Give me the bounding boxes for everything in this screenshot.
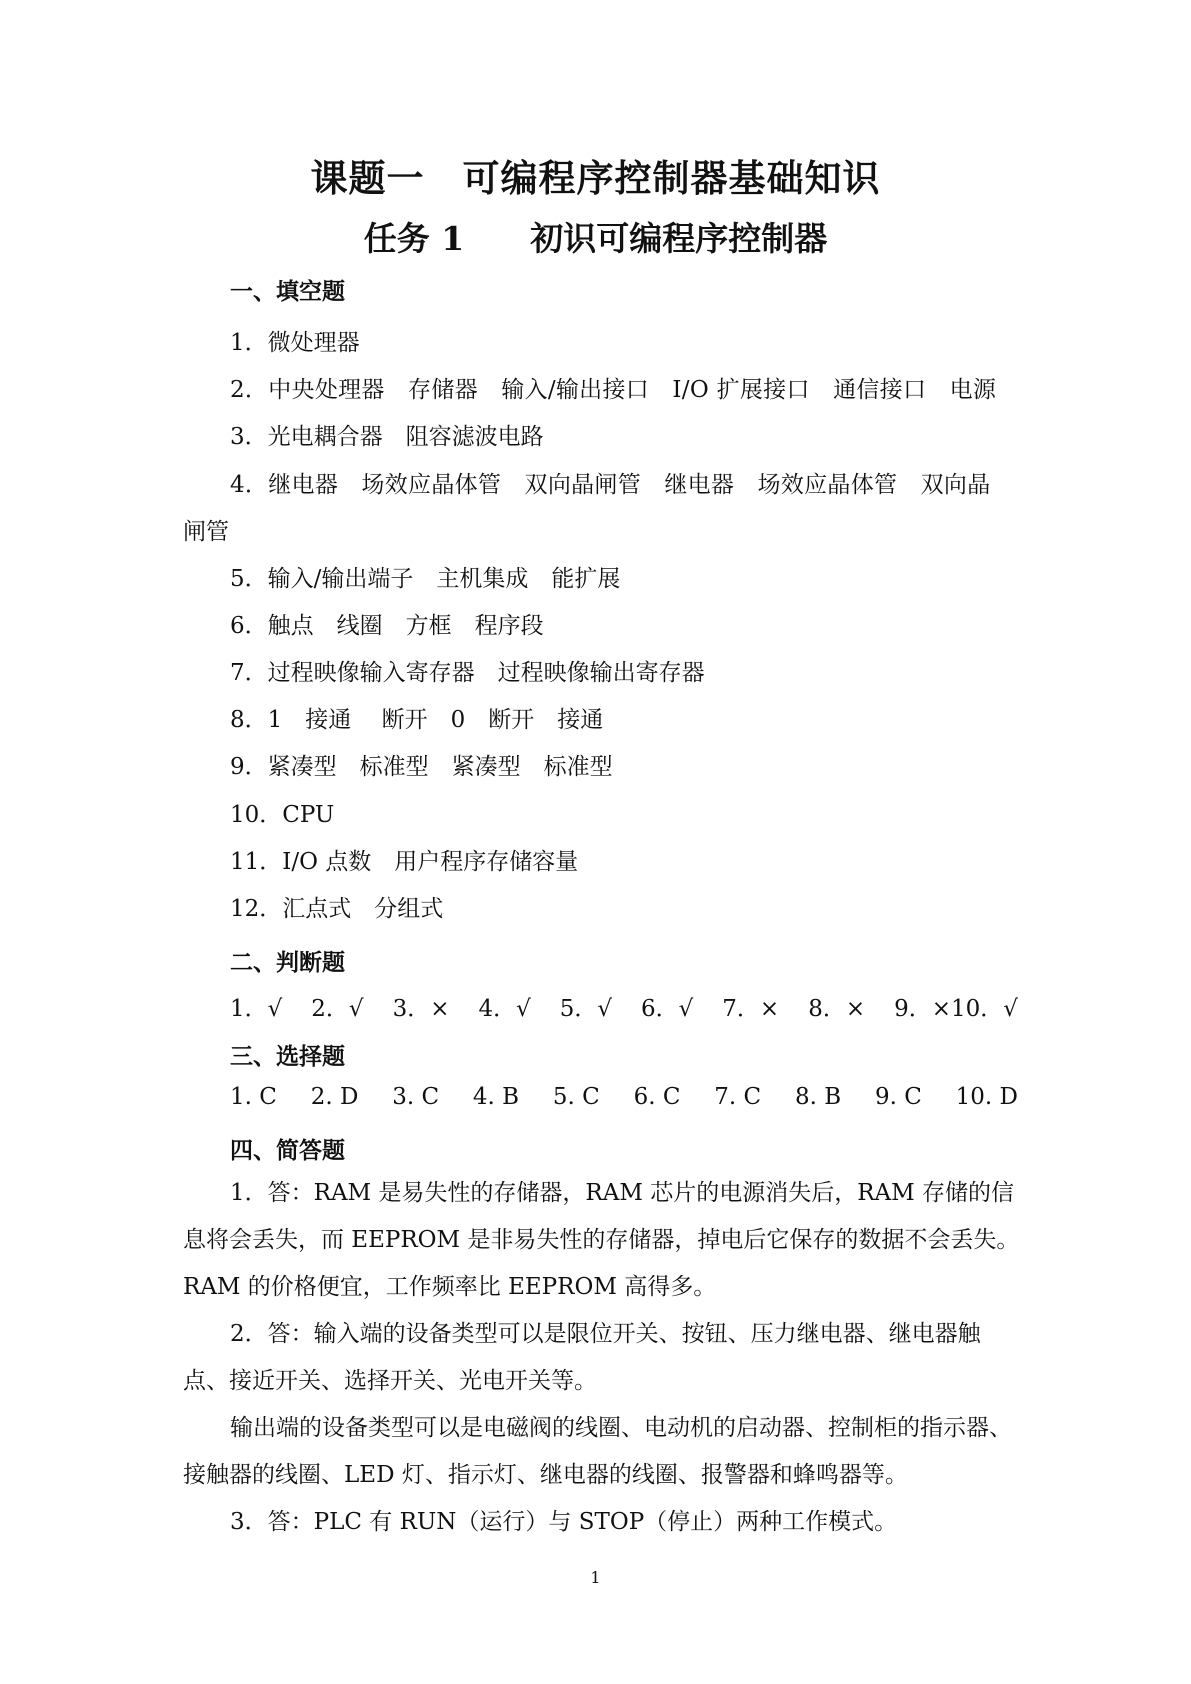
section-heading-short-answer: 四、简答题: [230, 1137, 345, 1164]
tf-answer: 9．×10．√: [894, 996, 1018, 1022]
short-answer-1-line-2: 息将会丢失，而 EEPROM 是非易失性的存储器，掉电后它保存的数据不会丢失。: [183, 1227, 1020, 1253]
fill-blank-item-8: 8．1 接通 断开 0 断开 接通: [230, 707, 604, 733]
fill-blank-item-3: 3．光电耦合器 阻容滤波电路: [230, 424, 544, 450]
section-heading-fill-blank: 一、填空题: [230, 278, 345, 305]
choice-answers: [230, 1084, 1018, 1110]
choice-answer: 4. B: [472, 1084, 520, 1110]
choice-answer: 5. C: [552, 1084, 600, 1110]
fill-blank-item-12: 12．汇点式 分组式: [230, 896, 444, 922]
short-answer-1-line-1: 1．答：RAM 是易失性的存储器，RAM 芯片的电源消失后，RAM 存储的信: [230, 1180, 1014, 1206]
choice-answer: 8. B: [794, 1084, 842, 1110]
fill-blank-item-7: 7．过程映像输入寄存器 过程映像输出寄存器: [230, 660, 705, 686]
fill-blank-item-4-continued: 闸管: [183, 519, 229, 545]
choice-answer: 6. C: [633, 1084, 681, 1110]
fill-blank-item-1: 1．微处理器: [230, 330, 360, 356]
short-answer-2-line-4: 接触器的线圈、LED 灯、指示灯、继电器的线圈、报警器和蜂鸣器等。: [183, 1462, 908, 1488]
choice-answer: 7. C: [714, 1084, 762, 1110]
tf-answer: 5．√: [559, 996, 613, 1022]
true-false-answers: [230, 990, 1018, 1023]
fill-blank-item-5: 5．输入/输出端子 主机集成 能扩展: [230, 566, 621, 592]
page-number: 1: [590, 1568, 601, 1587]
task-title: 任务 1 初识可编程序控制器: [363, 219, 828, 258]
tf-answer: 2．√: [311, 996, 364, 1022]
choice-answer: 10. D: [955, 1084, 1018, 1110]
chapter-title: 课题一 可编程序控制器基础知识: [310, 156, 881, 200]
fill-blank-item-10: 10．CPU: [230, 802, 335, 828]
fill-blank-item-6: 6．触点 线圈 方框 程序段: [230, 613, 544, 639]
choice-answer: 1. C: [230, 1084, 277, 1110]
section-heading-choice: 三、选择题: [230, 1043, 345, 1070]
choice-answer: 9. C: [874, 1084, 922, 1110]
tf-answer: 3．×: [392, 996, 450, 1022]
short-answer-2-line-3: 输出端的设备类型可以是电磁阀的线圈、电动机的启动器、控制柜的指示器、: [230, 1415, 1012, 1441]
tf-answer: 7．×: [722, 996, 780, 1022]
section-heading-true-false: 二、判断题: [230, 949, 345, 976]
fill-blank-item-2: 2．中央处理器 存储器 输入/输出接口 I/O 扩展接口 通信接口 电源: [230, 377, 997, 403]
tf-answer: 1．√: [230, 996, 283, 1022]
short-answer-3-line-1: 3．答：PLC 有 RUN（运行）与 STOP（停止）两种工作模式。: [230, 1509, 898, 1535]
tf-answer: 8．×: [808, 996, 866, 1022]
short-answer-2-line-2: 点、接近开关、选择开关、光电开关等。: [183, 1368, 597, 1394]
fill-blank-item-4: 4．继电器 场效应晶体管 双向晶闸管 继电器 场效应晶体管 双向晶: [230, 472, 991, 498]
short-answer-2-line-1: 2．答：输入端的设备类型可以是限位开关、按钮、压力继电器、继电器触: [230, 1321, 981, 1347]
choice-answer: 3. C: [392, 1084, 440, 1110]
choice-answer: 2. D: [310, 1084, 359, 1110]
tf-answer: 4．√: [478, 996, 531, 1022]
tf-answer: 6．√: [641, 996, 694, 1022]
fill-blank-item-9: 9．紧凑型 标准型 紧凑型 标准型: [230, 754, 613, 780]
fill-blank-item-11: 11．I/O 点数 用户程序存储容量: [230, 849, 579, 875]
short-answer-1-line-3: RAM 的价格便宜，工作频率比 EEPROM 高得多。: [183, 1274, 717, 1300]
